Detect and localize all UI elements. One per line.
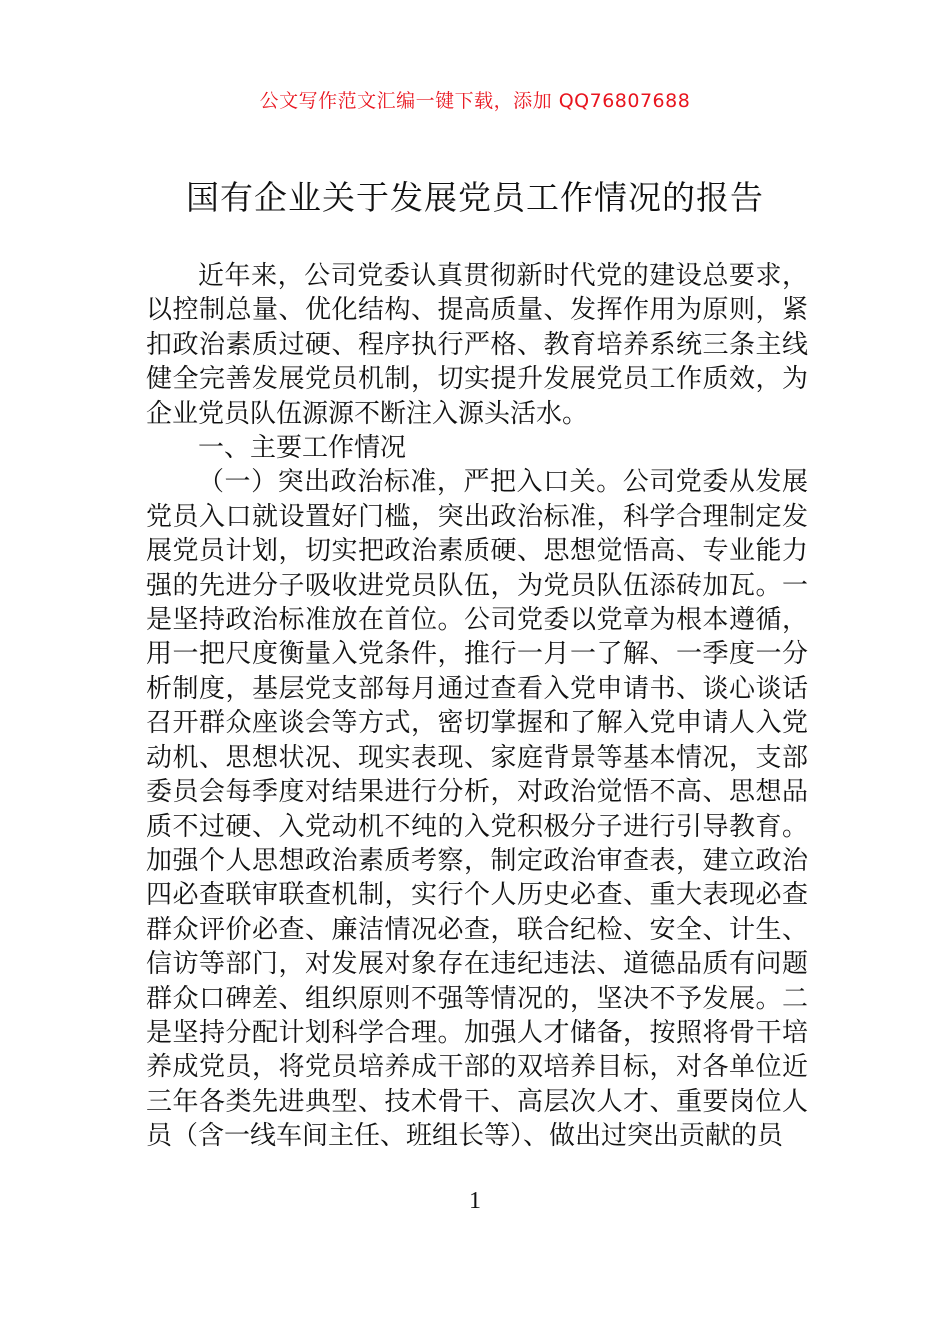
- intro-paragraph: 近年来，公司党委认真贯彻新时代党的建设总要求，以控制总量、优化结构、提高质量、发挥作用为原则，紧扣政治素质过硬、程序执行严格、教育培养系统三条主线健全完善发展党员机制，切实提升发展党员工作质效，为企业党员队伍源源不断注入源头活水。: [146, 261, 808, 429]
- page-number: 1: [469, 1188, 481, 1214]
- document-body: [146, 259, 808, 1154]
- body-paragraph: （一）突出政治标准，严把入口关。公司党委从发展党员入口就设置好门槛，突出政治标准，科学合理制定发展党员计划，切实把政治素质硬、思想觉悟高、专业能力强的先进分子吸收进党员队伍，为党员队伍添砖加瓦。一是坚持政治标准放在首位。公司党委以党章为根本遵循，用一把尺度衡量入党条件，推行一月一了解、一季度一分析制度，基层党支部每月通过查看入党申请书、谈心谈话召开群众座谈会等方式，密切掌握和了解入党申请人入党动机、思想状况、现实表现、家庭背景等基本情况，支部委员会每季度对结果进行分析，对政治觉悟不高、思想品质不过硬、入党动机不纯的入党积极分子进行引导教育。加强个人思想政治素质考察，制定政治审查表，建立政治四必查联审联查机制，实行个人历史必查、重大表现必查群众评价必查、廉洁情况必查，联合纪检、安全、计生、信访等部门，对发展对象存在违纪违法、道德品质有问题群众口碑差、组织原则不强等情况的，坚决不予发展。二是坚持分配计划科学合理。加强人才储备，按照将骨干培养成党员，将党员培养成干部的双培养目标，对各单位近三年各类先进典型、技术骨干、高层次人才、重要岗位人员（含一线车间主任、班组长等）、做出过突出贡献的员: [146, 467, 808, 1152]
- document-title: 国有企业关于发展党员工作情况的报告: [186, 178, 764, 217]
- download-banner: 公文写作范文汇编一键下载，添加 QQ76807688: [259, 90, 691, 112]
- section-heading: 一、主要工作情况: [198, 433, 407, 464]
